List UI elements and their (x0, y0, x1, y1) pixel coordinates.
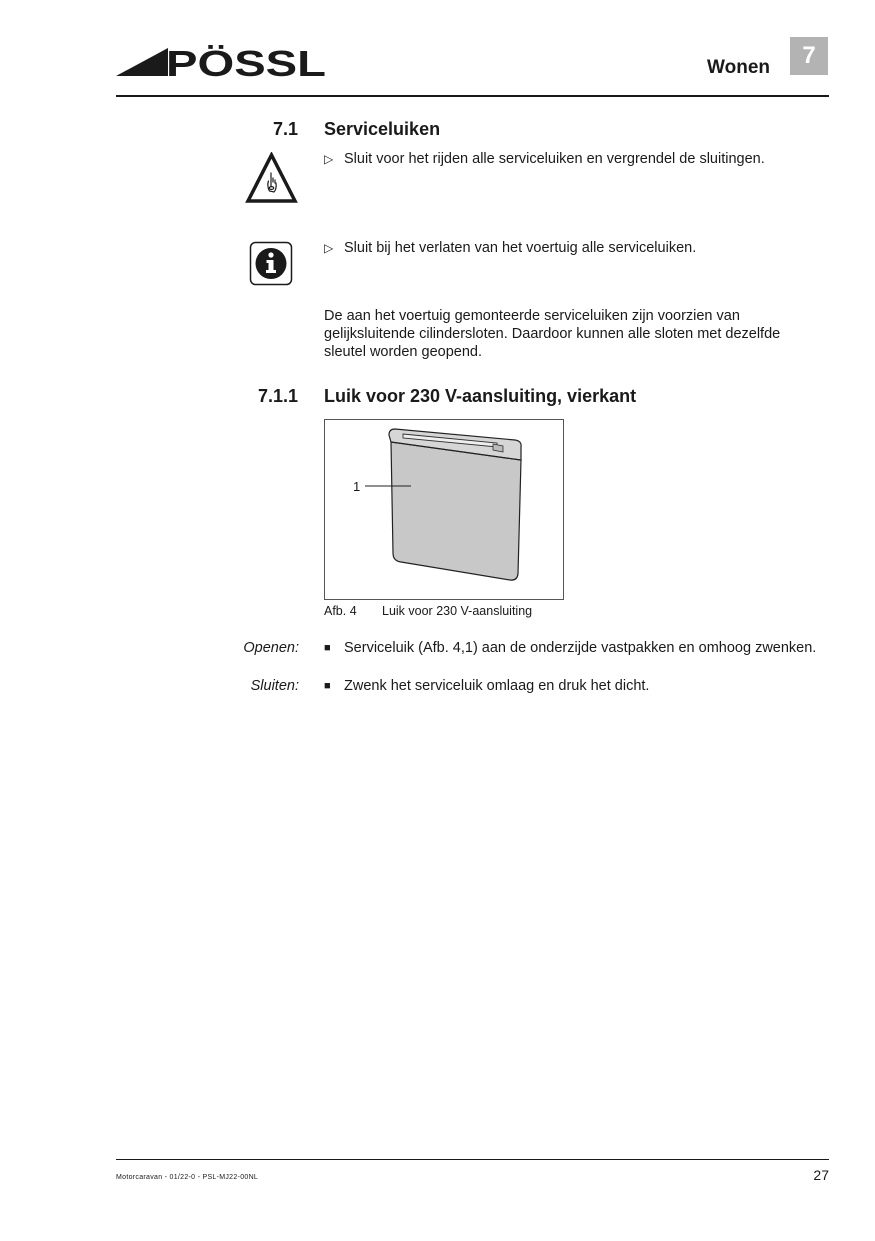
instruction-text: Sluit bij het verlaten van het voertuig alle serviceluiken. (344, 240, 697, 256)
body-paragraph: De aan het voertuig gemonteerde serviceluiken zijn voorzien van gelijksluitende cilindersloten. Daardoor kunnen alle sloten met dezelfde sleutel worden geopend. (324, 308, 781, 360)
instruction-warning (324, 150, 829, 168)
service-hatch-illustration (325, 420, 563, 599)
logo-wordmark: PÖSSL (166, 44, 326, 80)
page-number: 27 (813, 1167, 829, 1183)
caption-label: Afb. 4 (324, 604, 357, 618)
warning-icon (245, 152, 298, 205)
section-number: 7.1 (272, 119, 298, 139)
document-reference: Motorcaravan - 01/22-0 - PSL-MJ22-00NL (116, 1174, 259, 1181)
section-title: Serviceluiken (324, 119, 441, 139)
step-close (324, 677, 829, 695)
step-open (324, 639, 829, 657)
subsection-title: Luik voor 230 V-aansluiting, vierkant (324, 386, 637, 406)
step-text: Serviceluik (Afb. 4,1) aan de onderzijde vastpakken en omhoog zwenken. (344, 640, 817, 656)
figure-frame (324, 419, 564, 600)
step-label-close: Sluiten: (250, 678, 299, 694)
bullet-square: ■ (324, 680, 331, 692)
bullet-square: ■ (324, 642, 331, 654)
chapter-number-badge: 7 (790, 37, 828, 75)
header-divider (116, 95, 829, 97)
callout-number: 1 (353, 479, 361, 494)
possl-logo (116, 44, 328, 80)
info-icon (249, 241, 293, 286)
instruction-text: Sluit voor het rijden alle serviceluiken en vergrendel de sluitingen. (344, 151, 765, 167)
step-text: Zwenk het serviceluik omlaag en druk het dicht. (344, 678, 650, 694)
subsection-number: 7.1.1 (257, 386, 298, 406)
instruction-marker: ▷ (324, 152, 334, 166)
instruction-info (324, 239, 829, 257)
step-label-open: Openen: (243, 640, 299, 656)
instruction-marker: ▷ (324, 241, 334, 255)
caption-text: Luik voor 230 V-aansluiting (382, 604, 533, 618)
figure-caption (324, 604, 532, 618)
chapter-title: Wonen (707, 57, 770, 78)
footer-divider (116, 1159, 829, 1160)
